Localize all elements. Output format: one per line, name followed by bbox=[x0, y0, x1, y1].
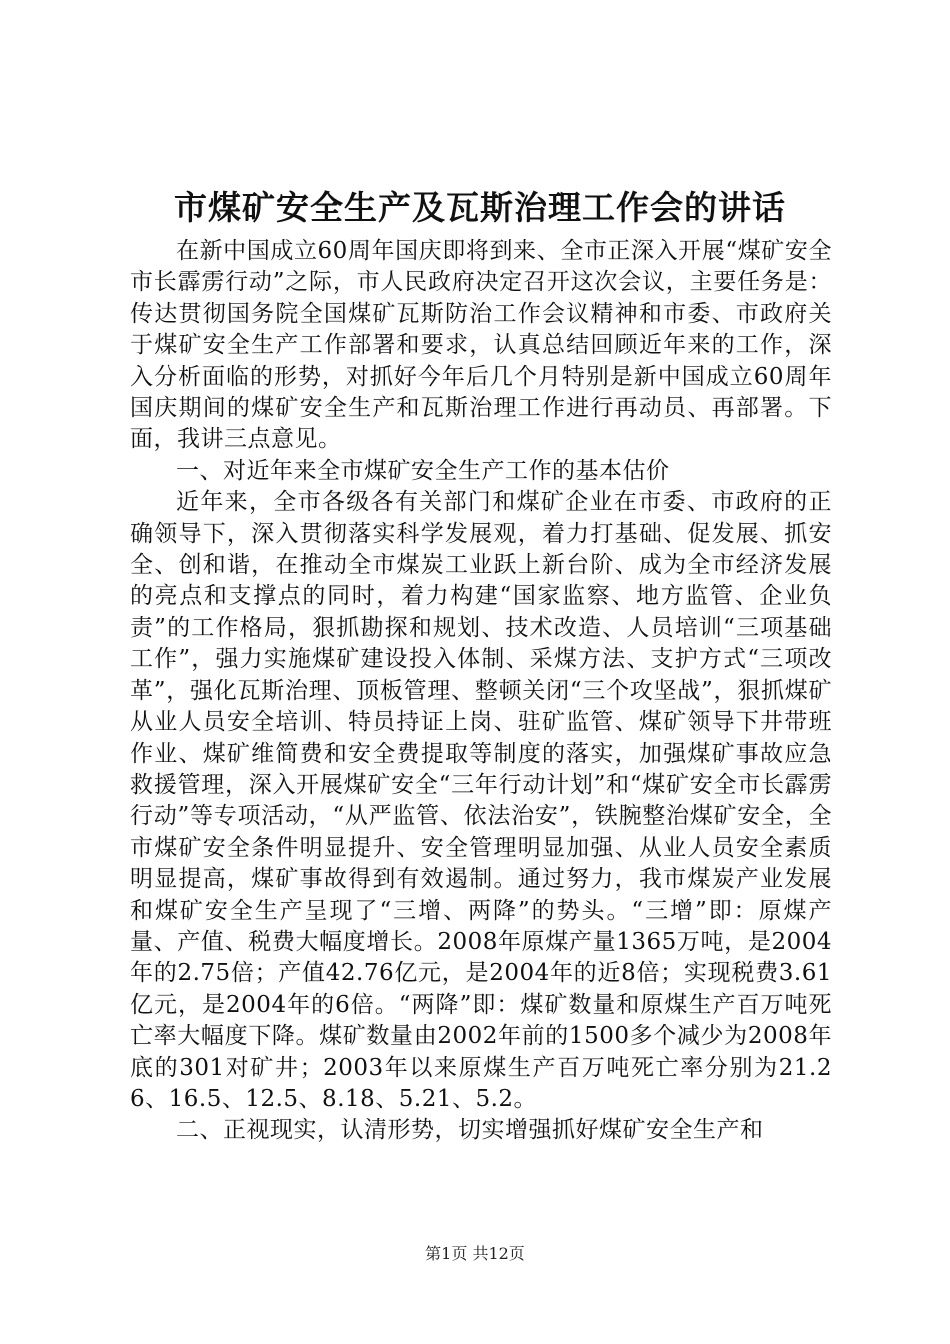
document-title: 市煤矿安全生产及瓦斯治理工作会的讲话 bbox=[174, 188, 786, 227]
paragraph-intro: 在新中国成立60周年国庆即将到来、全市正深入开展“煤矿安全市长霹雳行动”之际，市人民政府决定召开这次会议，主要任务是：传达贯彻国务院全国煤矿瓦斯防治工作会议精神和市委、市政府关于煤矿安全生产工作部署和要求，认真总结回顾近年来的工作，深入分析面临的形势，对抓好今年后几个月特别是新中国成立60周年国庆期间的煤矿安全生产和瓦斯治理工作进行再动员、再部署。下面，我讲三点意见。 bbox=[130, 238, 832, 453]
document-body bbox=[130, 236, 832, 1147]
page-number: 第1页 共12页 bbox=[425, 1244, 525, 1263]
paragraph-review: 近年来，全市各级各有关部门和煤矿企业在市委、市政府的正确领导下，深入贯彻落实科学发展观，着力打基础、促发展、抓安全、创和谐，在推动全市煤炭工业跃上新台阶、成为全市经济发展的亮点和支撑点的同时，着力构建“国家监察、地方监管、企业负责”的工作格局，狠抓勘探和规划、技术改造、人员培训“三项基础工作”，强力实施煤矿建设投入体制、采煤方法、支护方式“三项改革”，强化瓦斯治理、顶板管理、整顿关闭“三个攻坚战”，狠抓煤矿从业人员安全培训、特员持证上岗、驻矿监管、煤矿领导下井带班作业、煤矿维简费和安全费提取等制度的落实，加强煤矿事故应急救援管理，深入开展煤矿安全“三年行动计划”和“煤矿安全市长霹雳行动”等专项活动，“从严监管、依法治安”，铁腕整治煤矿安全，全市煤矿安全条件明显提升、安全管理明显加强、从业人员安全素质明显提高，煤矿事故得到有效遏制。通过努力，我市煤炭产业发展和煤矿安全生产呈现了“三增、两降”的势头。“三增”即：原煤产量、产值、税费大幅度增长。2008年原煤产量1365万吨，是2004年的2.75倍；产值42.76亿元，是2004年的近8倍；实现税费3.61亿元，是2004年的6倍。“两降”即：煤矿数量和原煤生产百万吨死亡率大幅度下降。煤矿数量由2002年前的1500多个减少为2008年底的301对矿井；2003年以来原煤生产百万吨死亡率分别为21.26、16.5、12.5、8.18、5.21、5.2。 bbox=[130, 489, 832, 1112]
section-heading-2: 二、正视现实，认清形势，切实增强抓好煤矿安全生产和 bbox=[176, 1117, 764, 1144]
section-heading-1: 一、对近年来全市煤矿安全生产工作的基本估价 bbox=[176, 457, 670, 484]
